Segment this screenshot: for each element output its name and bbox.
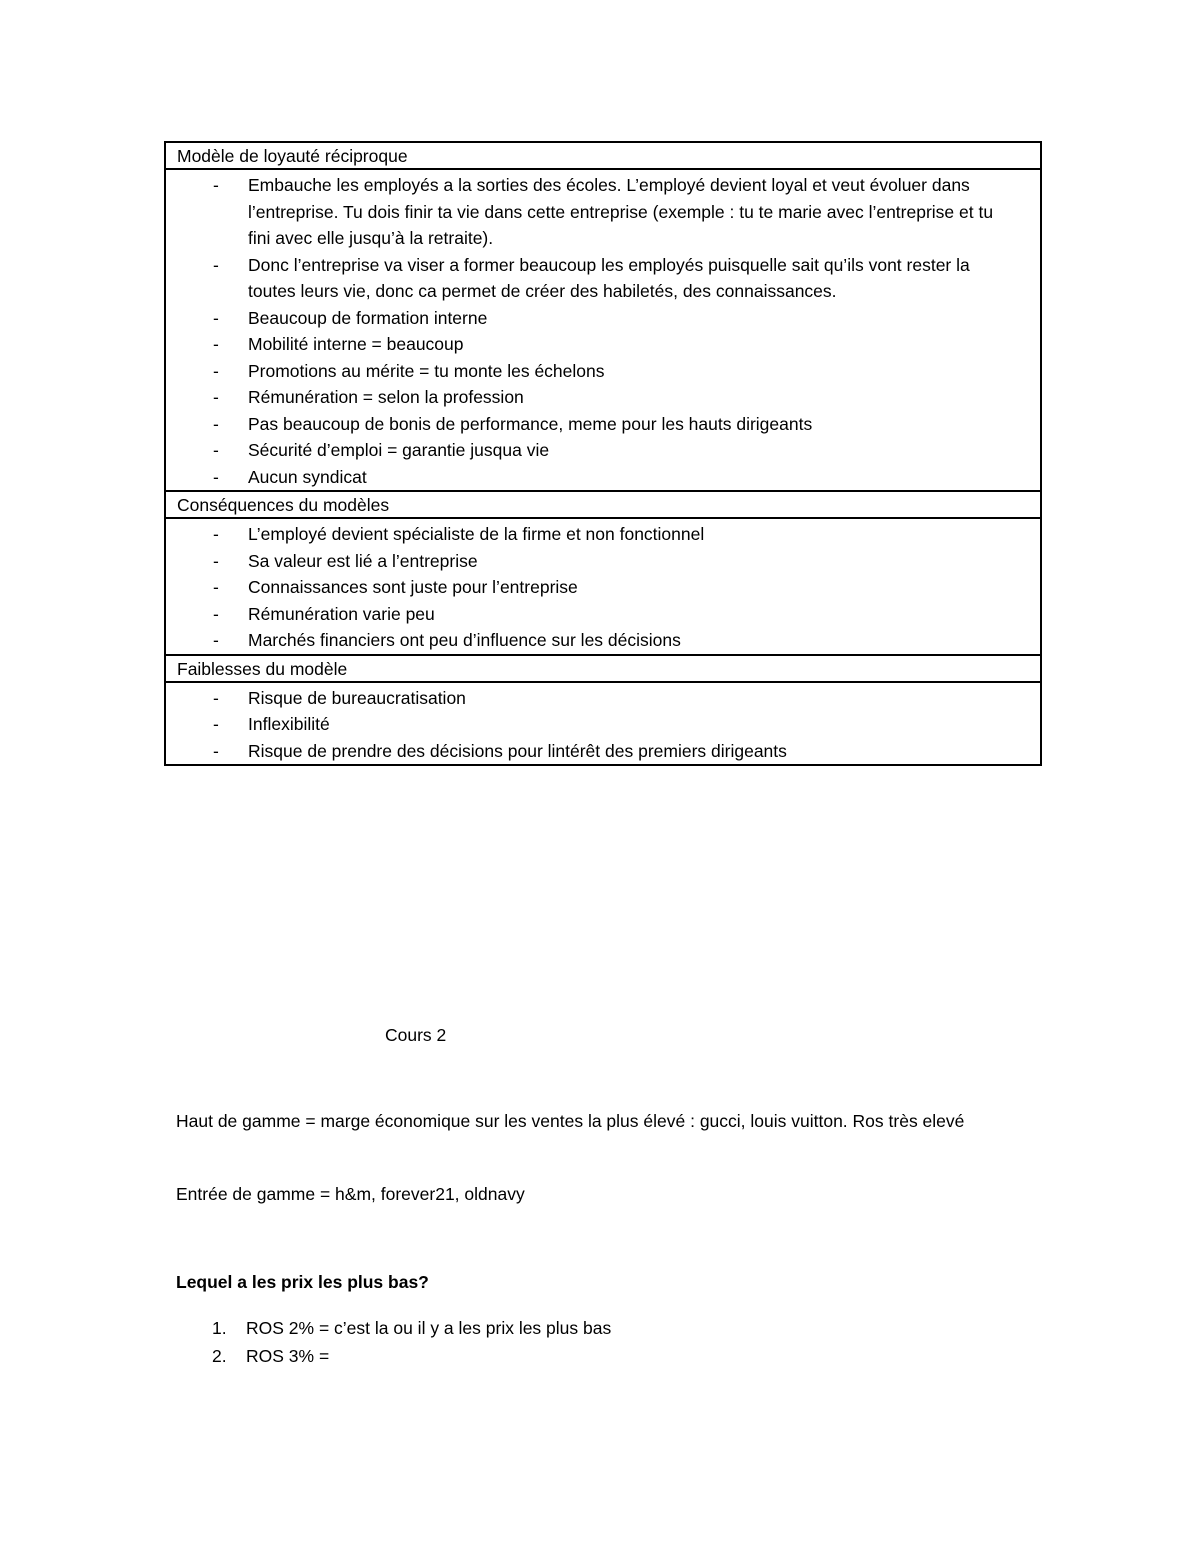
list-item-text: Risque de prendre des décisions pour lintérêt des premiers dirigeants <box>248 740 787 761</box>
numbered-list-item <box>176 1315 611 1343</box>
paragraph-entree-de-gamme: Entrée de gamme = h&m, forever21, oldnavy <box>176 1184 525 1204</box>
bullet-dash: - <box>213 687 219 708</box>
list-number: 2. <box>212 1346 227 1366</box>
list-item-text: Aucun syndicat <box>248 466 367 487</box>
bullet-dash: - <box>213 307 219 328</box>
list-item <box>166 738 1040 765</box>
list-item <box>166 464 1040 491</box>
list-item-text: Rémunération = selon la profession <box>248 387 524 407</box>
numbered-list-item <box>176 1343 611 1371</box>
list-item-text: ROS 2% = c’est la ou il y a les prix les plus bas <box>246 1318 612 1338</box>
section-body <box>166 519 1040 656</box>
bullet-dash: - <box>213 630 219 650</box>
bullet-dash: - <box>213 524 219 544</box>
numbered-list <box>176 1315 611 1371</box>
list-item <box>166 172 1040 252</box>
list-item <box>166 685 1040 712</box>
list-item-text: Donc l’entreprise va viser a former beaucoup les employés puisquelle sait qu’ils vont rester la toutes leurs vie, donc ca permet de créer des habiletés, des connaissances. <box>248 254 970 301</box>
course-title: Cours 2 <box>385 1025 447 1045</box>
bullet-dash: - <box>213 175 219 195</box>
section-header: Faiblesses du modèle <box>166 656 1040 683</box>
list-item-text: Inflexibilité <box>248 714 330 734</box>
list-item-text: Marchés financiers ont peu d’influence sur les décisions <box>248 630 681 650</box>
list-item <box>166 437 1040 464</box>
list-number: 1. <box>212 1318 227 1338</box>
list-item <box>166 548 1040 575</box>
bullet-dash: - <box>213 254 219 275</box>
list-item <box>166 384 1040 411</box>
bullet-dash: - <box>213 440 219 460</box>
list-item-text: Pas beaucoup de bonis de performance, meme pour les hauts dirigeants <box>248 413 813 434</box>
list-item <box>166 331 1040 358</box>
bullet-dash: - <box>213 360 219 381</box>
list-item-text: Rémunération varie peu <box>248 603 435 624</box>
list-item-text: Connaissances sont juste pour l’entreprise <box>248 577 578 597</box>
list-item-text: L’employé devient spécialiste de la firme et non fonctionnel <box>248 524 705 544</box>
bullet-dash: - <box>213 714 219 734</box>
bullet-dash: - <box>213 334 219 354</box>
section-body <box>166 683 1040 765</box>
section-header: Modèle de loyauté réciproque <box>166 143 1040 170</box>
list-item <box>166 601 1040 628</box>
list-item <box>166 574 1040 601</box>
list-item <box>166 411 1040 438</box>
section-body <box>166 170 1040 492</box>
question-heading: Lequel a les prix les plus bas? <box>176 1272 429 1292</box>
list-item-text: Risque de bureaucratisation <box>248 687 466 708</box>
list-item <box>166 358 1040 385</box>
list-item-text: Sa valeur est lié a l’entreprise <box>248 550 478 571</box>
list-item-text: Mobilité interne = beaucoup <box>248 334 464 354</box>
list-item <box>166 627 1040 654</box>
list-item <box>166 305 1040 332</box>
bullet-dash: - <box>213 413 219 434</box>
bullet-dash: - <box>213 740 219 761</box>
paragraph-haut-de-gamme: Haut de gamme = marge économique sur les ventes la plus élevé : gucci, louis vuitton. Ros très elevé <box>176 1111 965 1131</box>
list-item <box>166 711 1040 738</box>
list-item-text: Sécurité d’emploi = garantie jusqua vie <box>248 440 550 460</box>
bullet-dash: - <box>213 603 219 624</box>
bullet-dash: - <box>213 577 219 597</box>
list-item-text: ROS 3% = <box>246 1346 330 1366</box>
loyalty-model-table <box>164 141 1042 766</box>
bullet-dash: - <box>213 387 219 407</box>
list-item-text: Embauche les employés a la sorties des écoles. L’employé devient loyal et veut évoluer dans l’entreprise. Tu dois finir ta vie dans cette entreprise (exemple : tu te marie avec l’entreprise et tu fini avec elle jusqu’à la retraite). <box>248 175 994 248</box>
list-item <box>166 521 1040 548</box>
list-item <box>166 252 1040 305</box>
list-item-text: Promotions au mérite = tu monte les échelons <box>248 360 605 381</box>
section-header: Conséquences du modèles <box>166 492 1040 519</box>
bullet-dash: - <box>213 550 219 571</box>
bullet-dash: - <box>213 466 219 487</box>
list-item-text: Beaucoup de formation interne <box>248 307 488 328</box>
